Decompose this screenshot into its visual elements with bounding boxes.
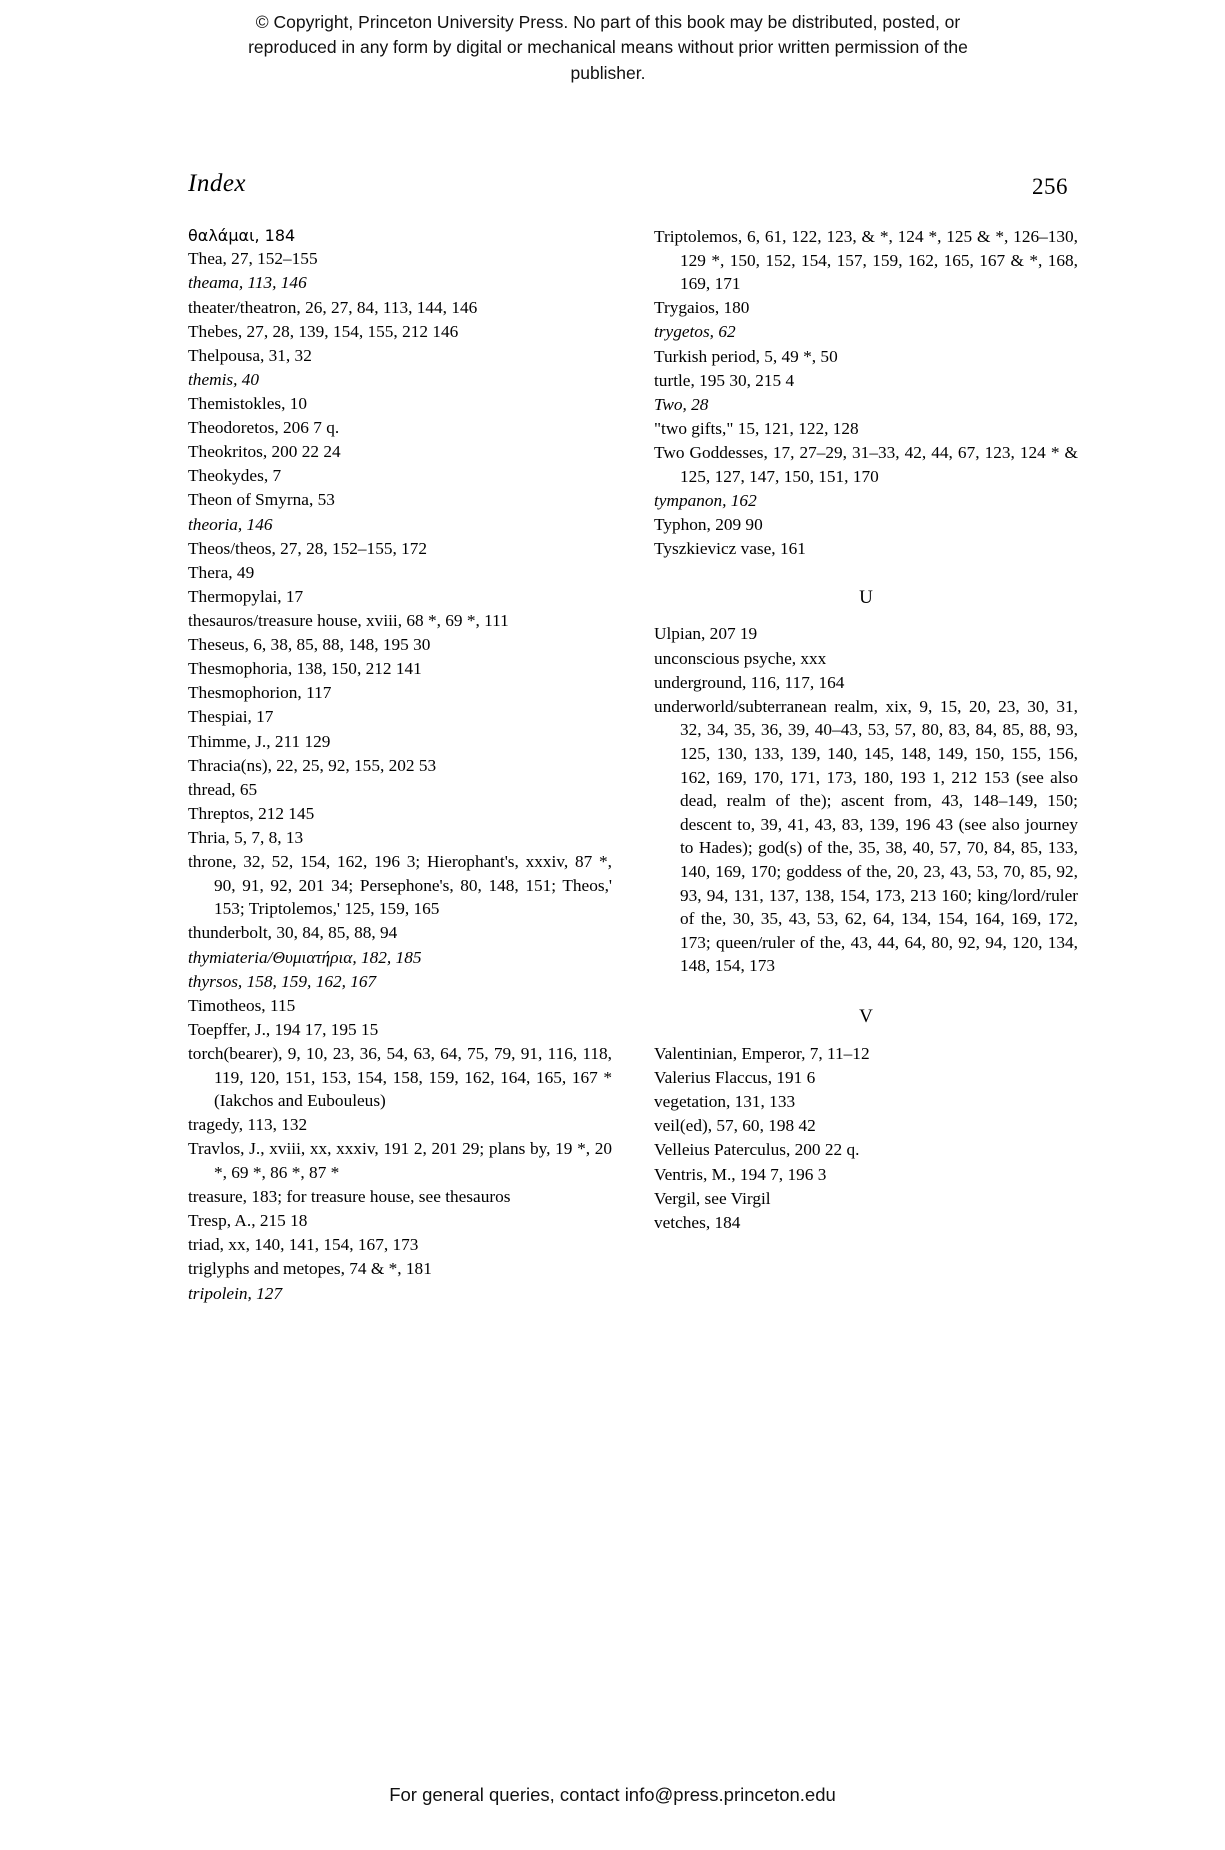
index-entry: Ulpian, 207 19 xyxy=(654,624,758,644)
index-entry: tragedy, 113, 132 xyxy=(188,1115,308,1135)
index-entry: Toepffer, J., 194 17, 195 15 xyxy=(188,1019,379,1039)
index-entry: themis, 40 xyxy=(188,369,260,389)
index-entry: Two, 28 xyxy=(654,394,709,414)
index-entry: Valentinian, Emperor, 7, 11–12 xyxy=(654,1044,870,1064)
index-entry: Theon of Smyrna, 53 xyxy=(188,490,335,510)
index-entry: veil(ed), 57, 60, 198 42 xyxy=(654,1116,816,1136)
index-entry: Thesmophorion, 117 xyxy=(188,683,332,703)
index-columns xyxy=(188,225,1078,1306)
page-number: 256 xyxy=(1032,174,1068,199)
index-entry: thyrsos, 158, 159, 162, 167 xyxy=(188,971,377,991)
index-entry: torch(bearer), 9, 10, 23, 36, 54, 63, 64, 75, 79, 91, 116, 118, 119, 120, 151, 153, 154, 158, 159, 162, 164, 165, 167 * (Iakchos and Eubouleus) xyxy=(188,1043,612,1111)
index-entry: triad, xx, 140, 141, 154, 167, 173 xyxy=(188,1235,419,1255)
index-entry: θαλάμαι, 184 xyxy=(188,226,296,245)
index-entry: "two gifts," 15, 121, 122, 128 xyxy=(654,418,859,438)
index-entry: theoria, 146 xyxy=(188,514,273,534)
index-entry: Two Goddesses, 17, 27–29, 31–33, 42, 44, 67, 123, 124 * & 125, 127, 147, 150, 151, 170 xyxy=(654,442,1078,486)
index-entry: Trygaios, 180 xyxy=(654,298,750,318)
index-entry: tympanon, 162 xyxy=(654,490,757,510)
index-entry: theater/theatron, 26, 27, 84, 113, 144, 146 xyxy=(188,297,478,317)
index-entry: Tresp, A., 215 18 xyxy=(188,1211,308,1231)
index-entry: underworld/subterranean realm, xix, 9, 15, 20, 23, 30, 31, 32, 34, 35, 36, 39, 40–43, 53, 57, 80, 83, 84, 85, 88, 93, 125, 130, 133, 139, 140, 145, 148, 149, 150, 155, 156, 162, 169, 170, 171, 173, 180, 193 1, 212 153 (see also dead, realm of the); ascent from, 43, 148–149, 150; descent to, 39, 41, 43, 83, 139, 196 43 (see also journey to Hades); god(s) of the, 35, 38, 40, 57, 70, 84, 85, 133, 140, 169, 170; goddess of the, 20, 23, 43, 53, 70, 85, 92, 93, 94, 131, 137, 138, 154, 173, 213 160; king/lord/ruler of the, 30, 35, 43, 53, 62, 64, 134, 154, 164, 169, 172, 173; queen/ruler of the, 43, 44, 64, 80, 92, 94, 120, 134, 148, 154, 173 xyxy=(654,696,1078,976)
index-entry: thread, 65 xyxy=(188,779,258,799)
index-entry: Valerius Flaccus, 191 6 xyxy=(654,1068,816,1088)
index-entry: treasure, 183; for treasure house, see thesauros xyxy=(188,1187,511,1207)
index-entry: Thera, 49 xyxy=(188,562,255,582)
index-entry: Thelpousa, 31, 32 xyxy=(188,345,312,365)
index-entry: Turkish period, 5, 49 *, 50 xyxy=(654,346,838,366)
index-entry: Theodoretos, 206 7 q. xyxy=(188,418,340,438)
index-entry: Tyszkievicz vase, 161 xyxy=(654,538,806,558)
index-entry: Theseus, 6, 38, 85, 88, 148, 195 30 xyxy=(188,635,431,655)
index-entry: triglyphs and metopes, 74 & *, 181 xyxy=(188,1259,432,1279)
index-entry: tripolein, 127 xyxy=(188,1283,283,1303)
index-entry: Thebes, 27, 28, 139, 154, 155, 212 146 xyxy=(188,321,459,341)
index-entry: Thea, 27, 152–155 xyxy=(188,249,318,269)
index-entry: Thracia(ns), 22, 25, 92, 155, 202 53 xyxy=(188,755,437,775)
index-entry: Threptos, 212 145 xyxy=(188,803,315,823)
section-letter-v: V xyxy=(859,1006,873,1028)
index-entry: Velleius Paterculus, 200 22 q. xyxy=(654,1140,860,1160)
index-entry: Thespiai, 17 xyxy=(188,707,274,727)
left-column xyxy=(188,225,612,1306)
index-entry: Typhon, 209 90 xyxy=(654,514,763,534)
index-entry: Triptolemos, 6, 61, 122, 123, & *, 124 *, 125 & *, 126–130, 129 *, 150, 152, 154, 157, 159, 162, 165, 167 & *, 168, 169, 171 xyxy=(654,227,1078,294)
page-header xyxy=(188,170,1068,200)
copyright-notice: © Copyright, Princeton University Press. No part of this book may be distributed, posted, or reproduced in any form by digital or mechanical means without prior written permission of the publisher. xyxy=(248,12,968,83)
index-entry: throne, 32, 52, 154, 162, 196 3; Hierophant's, xxxiv, 87 *, 90, 91, 92, 201 34; Persephone's, 80, 148, 151; Theos,' 153; Triptolemos,' 125, 159, 165 xyxy=(188,852,612,919)
index-entry: Thesmophoria, 138, 150, 212 141 xyxy=(188,659,422,679)
index-entry: Thria, 5, 7, 8, 13 xyxy=(188,827,304,847)
index-entry: Theokydes, 7 xyxy=(188,466,282,486)
index-entry: Thermopylai, 17 xyxy=(188,586,304,606)
index-entry: Thimme, J., 211 129 xyxy=(188,731,331,751)
index-entry: turtle, 195 30, 215 4 xyxy=(654,370,795,390)
index-entry: Themistokles, 10 xyxy=(188,393,308,413)
index-entry: Ventris, M., 194 7, 196 3 xyxy=(654,1164,827,1184)
footer-note: For general queries, contact info@press.princeton.edu xyxy=(389,1784,836,1805)
page-title: Index xyxy=(188,170,247,197)
index-entry: Travlos, J., xviii, xx, xxxiv, 191 2, 201 29; plans by, 19 *, 20 *, 69 *, 86 *, 87 * xyxy=(188,1139,612,1182)
index-entry: trygetos, 62 xyxy=(654,322,736,342)
index-entry: theama, 113, 146 xyxy=(188,273,307,293)
index-entry: thunderbolt, 30, 84, 85, 88, 94 xyxy=(188,923,398,943)
index-entry: Vergil, see Virgil xyxy=(654,1188,771,1208)
index-entry: Theos/theos, 27, 28, 152–155, 172 xyxy=(188,538,428,558)
index-entry: underground, 116, 117, 164 xyxy=(654,672,845,692)
index-entry: thymiateria/Θυμιατήρια, 182, 185 xyxy=(188,947,422,967)
right-column xyxy=(654,225,1078,1306)
index-entry: thesauros/treasure house, xviii, 68 *, 69 *, 111 xyxy=(188,610,509,630)
index-entry: Theokritos, 200 22 24 xyxy=(188,442,341,462)
index-entry: unconscious psyche, xxx xyxy=(654,648,827,668)
index-entry: vegetation, 131, 133 xyxy=(654,1092,796,1112)
index-entry: vetches, 184 xyxy=(654,1212,741,1232)
section-letter-u: U xyxy=(859,586,873,608)
index-entry: Timotheos, 115 xyxy=(188,995,296,1015)
